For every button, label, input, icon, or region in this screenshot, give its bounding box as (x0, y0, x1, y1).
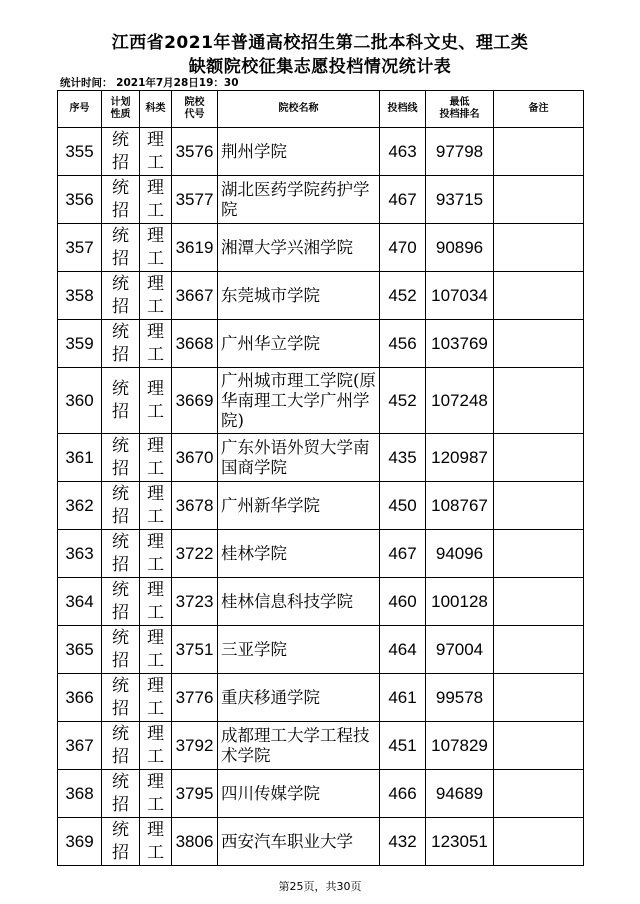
cell-category (140, 320, 172, 368)
cell-code: 3670 (172, 434, 218, 482)
cell-plan-char: 招 (112, 344, 129, 365)
cell-note (494, 272, 584, 320)
cell-category-char: 工 (147, 296, 164, 317)
cell-category-char: 理 (147, 129, 164, 150)
cell-score: 460 (380, 578, 426, 626)
cell-category-char: 理 (147, 225, 164, 246)
cell-rank: 94096 (426, 530, 494, 578)
cell-seq: 365 (58, 626, 102, 674)
cell-category-char: 理 (147, 819, 164, 840)
cell-plan-char: 统 (112, 579, 129, 600)
cell-school: 荆州学院 (218, 128, 380, 176)
cell-note (494, 626, 584, 674)
cell-rank: 99578 (426, 674, 494, 722)
cell-category (140, 176, 172, 224)
cell-plan (102, 434, 140, 482)
cell-plan-char: 招 (112, 200, 129, 221)
table-row (58, 482, 584, 530)
cell-seq: 361 (58, 434, 102, 482)
admission-table (57, 90, 584, 866)
cell-school: 广州新华学院 (218, 482, 380, 530)
cell-code: 3722 (172, 530, 218, 578)
cell-category-char: 理 (147, 579, 164, 600)
cell-score: 452 (380, 272, 426, 320)
cell-school: 广州城市理工学院(原华南理工大学广州学院) (218, 368, 380, 434)
cell-code: 3576 (172, 128, 218, 176)
cell-code: 3667 (172, 272, 218, 320)
cell-category (140, 482, 172, 530)
cell-category-char: 工 (147, 506, 164, 527)
table-row (58, 818, 584, 866)
cell-note (494, 176, 584, 224)
table-row (58, 272, 584, 320)
cell-score: 461 (380, 674, 426, 722)
page-footer: 第25页，共30页 (278, 880, 362, 893)
table-row (58, 722, 584, 770)
cell-rank: 107034 (426, 272, 494, 320)
cell-seq: 358 (58, 272, 102, 320)
cell-note (494, 770, 584, 818)
cell-plan-char: 招 (112, 248, 129, 269)
cell-score: 467 (380, 530, 426, 578)
cell-category (140, 434, 172, 482)
cell-score: 467 (380, 176, 426, 224)
cell-plan (102, 674, 140, 722)
cell-plan-char: 招 (112, 152, 129, 173)
cell-rank: 123051 (426, 818, 494, 866)
cell-category-char: 工 (147, 746, 164, 767)
cell-category-char: 理 (147, 771, 164, 792)
table-row (58, 128, 584, 176)
cell-category-char: 工 (147, 794, 164, 815)
cell-school: 桂林学院 (218, 530, 380, 578)
cell-rank: 97798 (426, 128, 494, 176)
cell-category-char: 工 (147, 602, 164, 623)
cell-score: 450 (380, 482, 426, 530)
cell-plan-char: 招 (112, 554, 129, 575)
cell-category-char: 理 (147, 273, 164, 294)
cell-category (140, 272, 172, 320)
cell-code: 3669 (172, 368, 218, 434)
cell-category-char: 工 (147, 698, 164, 719)
cell-note (494, 320, 584, 368)
cell-category (140, 578, 172, 626)
cell-category (140, 722, 172, 770)
document-title-line2: 缺额院校征集志愿投档情况统计表 (188, 57, 452, 77)
cell-plan-char: 招 (112, 650, 129, 671)
cell-seq: 362 (58, 482, 102, 530)
cell-category (140, 128, 172, 176)
cell-category (140, 818, 172, 866)
table-row (58, 224, 584, 272)
cell-plan-char: 统 (112, 225, 129, 246)
cell-score: 470 (380, 224, 426, 272)
col-header-code: 院校 代号 (172, 91, 218, 128)
cell-school: 重庆移通学院 (218, 674, 380, 722)
cell-rank: 108767 (426, 482, 494, 530)
document-title-line1: 江西省2021年普通高校招生第二批本科文史、理工类 (111, 33, 529, 53)
cell-plan-char: 统 (112, 129, 129, 150)
cell-plan-char: 统 (112, 321, 129, 342)
cell-school: 湘潭大学兴湘学院 (218, 224, 380, 272)
cell-rank: 90896 (426, 224, 494, 272)
cell-category-char: 工 (147, 152, 164, 173)
table-row (58, 176, 584, 224)
cell-plan-char: 统 (112, 627, 129, 648)
cell-seq: 363 (58, 530, 102, 578)
cell-category-char: 工 (147, 650, 164, 671)
cell-plan-char: 招 (112, 746, 129, 767)
cell-plan-char: 招 (112, 458, 129, 479)
cell-plan-char: 统 (112, 675, 129, 696)
cell-code: 3792 (172, 722, 218, 770)
cell-category (140, 626, 172, 674)
table-row (58, 578, 584, 626)
cell-score: 435 (380, 434, 426, 482)
cell-school: 三亚学院 (218, 626, 380, 674)
cell-score: 451 (380, 722, 426, 770)
cell-category-char: 理 (147, 177, 164, 198)
cell-category-char: 理 (147, 723, 164, 744)
cell-category-char: 理 (147, 435, 164, 456)
cell-plan-char: 统 (112, 819, 129, 840)
cell-note (494, 368, 584, 434)
cell-category-char: 理 (147, 378, 164, 399)
cell-category (140, 368, 172, 434)
cell-note (494, 224, 584, 272)
cell-note (494, 434, 584, 482)
table-row (58, 674, 584, 722)
cell-rank: 103769 (426, 320, 494, 368)
cell-plan (102, 482, 140, 530)
cell-rank: 120987 (426, 434, 494, 482)
cell-code: 3678 (172, 482, 218, 530)
cell-code: 3776 (172, 674, 218, 722)
cell-plan-char: 招 (112, 842, 129, 863)
table-row (58, 626, 584, 674)
cell-plan (102, 224, 140, 272)
cell-school: 西安汽车职业大学 (218, 818, 380, 866)
cell-rank: 94689 (426, 770, 494, 818)
cell-seq: 360 (58, 368, 102, 434)
cell-plan-char: 招 (112, 698, 129, 719)
cell-category (140, 530, 172, 578)
cell-category (140, 674, 172, 722)
table-row (58, 368, 584, 434)
cell-category-char: 工 (147, 458, 164, 479)
cell-plan-char: 招 (112, 794, 129, 815)
cell-school: 广东外语外贸大学南国商学院 (218, 434, 380, 482)
cell-plan (102, 272, 140, 320)
cell-rank: 93715 (426, 176, 494, 224)
col-header-rank: 最低 投档排名 (426, 91, 494, 128)
cell-code: 3723 (172, 578, 218, 626)
cell-seq: 359 (58, 320, 102, 368)
table-row (58, 770, 584, 818)
cell-school: 湖北医药学院药护学院 (218, 176, 380, 224)
cell-plan-char: 统 (112, 378, 129, 399)
cell-score: 464 (380, 626, 426, 674)
cell-category (140, 770, 172, 818)
cell-score: 456 (380, 320, 426, 368)
col-header-plan: 计划 性质 (102, 91, 140, 128)
cell-category-char: 理 (147, 675, 164, 696)
cell-rank: 107829 (426, 722, 494, 770)
cell-category-char: 工 (147, 248, 164, 269)
cell-code: 3668 (172, 320, 218, 368)
cell-school: 桂林信息科技学院 (218, 578, 380, 626)
cell-school: 四川传媒学院 (218, 770, 380, 818)
cell-note (494, 674, 584, 722)
cell-plan-char: 统 (112, 723, 129, 744)
cell-seq: 369 (58, 818, 102, 866)
cell-code: 3806 (172, 818, 218, 866)
cell-plan-char: 统 (112, 771, 129, 792)
cell-seq: 368 (58, 770, 102, 818)
cell-plan (102, 626, 140, 674)
cell-plan (102, 368, 140, 434)
cell-seq: 355 (58, 128, 102, 176)
cell-plan-char: 招 (112, 506, 129, 527)
cell-category (140, 224, 172, 272)
cell-category-char: 工 (147, 554, 164, 575)
cell-code: 3751 (172, 626, 218, 674)
cell-score: 452 (380, 368, 426, 434)
cell-code: 3619 (172, 224, 218, 272)
cell-plan-char: 统 (112, 483, 129, 504)
cell-category-char: 理 (147, 531, 164, 552)
cell-category-char: 理 (147, 321, 164, 342)
cell-plan (102, 818, 140, 866)
cell-score: 466 (380, 770, 426, 818)
cell-note (494, 578, 584, 626)
col-header-seq: 序号 (58, 91, 102, 128)
cell-rank: 107248 (426, 368, 494, 434)
cell-plan (102, 530, 140, 578)
cell-seq: 364 (58, 578, 102, 626)
cell-category-char: 理 (147, 627, 164, 648)
col-header-score: 投档线 (380, 91, 426, 128)
cell-plan (102, 770, 140, 818)
cell-plan (102, 722, 140, 770)
cell-note (494, 482, 584, 530)
cell-note (494, 722, 584, 770)
cell-plan (102, 128, 140, 176)
cell-note (494, 128, 584, 176)
cell-plan (102, 320, 140, 368)
cell-code: 3795 (172, 770, 218, 818)
cell-seq: 366 (58, 674, 102, 722)
cell-plan (102, 578, 140, 626)
table-header-row (58, 91, 584, 128)
col-header-category: 科类 (140, 91, 172, 128)
col-header-note: 备注 (494, 91, 584, 128)
statistics-time: 统计时间： 2021年7月28日19：30 (60, 77, 239, 89)
cell-category-char: 理 (147, 483, 164, 504)
cell-plan-char: 招 (112, 296, 129, 317)
table-row (58, 530, 584, 578)
cell-plan-char: 招 (112, 602, 129, 623)
cell-category-char: 工 (147, 200, 164, 221)
cell-rank: 100128 (426, 578, 494, 626)
cell-category-char: 工 (147, 344, 164, 365)
table-row (58, 434, 584, 482)
cell-note (494, 818, 584, 866)
cell-category-char: 工 (147, 401, 164, 422)
cell-note (494, 530, 584, 578)
cell-score: 463 (380, 128, 426, 176)
cell-seq: 357 (58, 224, 102, 272)
cell-seq: 367 (58, 722, 102, 770)
cell-plan-char: 统 (112, 177, 129, 198)
cell-school: 成都理工大学工程技术学院 (218, 722, 380, 770)
cell-plan (102, 176, 140, 224)
cell-plan-char: 统 (112, 273, 129, 294)
cell-category-char: 工 (147, 842, 164, 863)
cell-school: 广州华立学院 (218, 320, 380, 368)
cell-seq: 356 (58, 176, 102, 224)
cell-code: 3577 (172, 176, 218, 224)
cell-plan-char: 统 (112, 531, 129, 552)
cell-score: 432 (380, 818, 426, 866)
cell-plan-char: 招 (112, 401, 129, 422)
cell-rank: 97004 (426, 626, 494, 674)
cell-school: 东莞城市学院 (218, 272, 380, 320)
cell-plan-char: 统 (112, 435, 129, 456)
col-header-school: 院校名称 (218, 91, 380, 128)
table-row (58, 320, 584, 368)
